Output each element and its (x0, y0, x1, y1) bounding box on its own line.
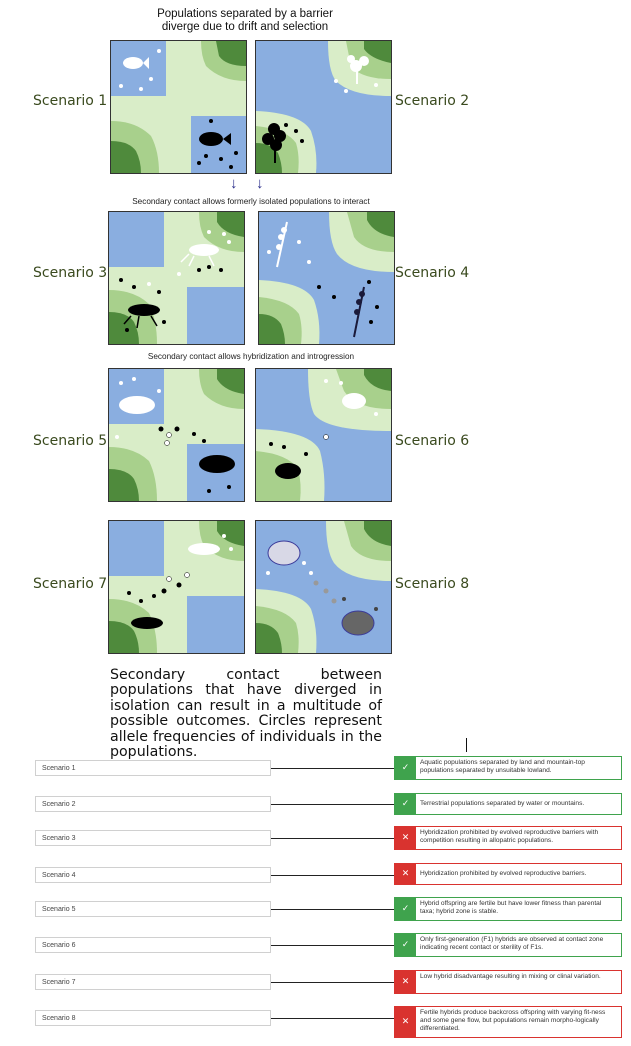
description-box[interactable] (394, 897, 622, 921)
scenario-2-panel (255, 40, 392, 174)
scenario-2-label: Scenario 2 (395, 93, 470, 109)
scenario-answer-box[interactable]: Scenario 5 (35, 901, 271, 917)
scenario-5-panel (108, 368, 245, 502)
description-box[interactable] (394, 933, 622, 957)
caption-hybridization: Secondary contact allows hybridization and introgression (147, 352, 355, 361)
match-connector-line (271, 1018, 396, 1019)
match-connector-line (271, 838, 396, 839)
description-text: Aquatic populations separated by land and mountain-top populations separated by unsuitable lowland. (420, 759, 585, 774)
scenario-1-panel (110, 40, 247, 174)
match-row (0, 974, 631, 1004)
description-text: Hybridization prohibited by evolved reproductive barriers with competition resulting in allopatric populations. (420, 829, 599, 844)
scenario-4-panel (258, 211, 395, 345)
description-box[interactable] (394, 793, 622, 815)
scenario-answer-box[interactable]: Scenario 6 (35, 937, 271, 953)
match-connector-line (271, 909, 396, 910)
down-arrow-icon: ↓ (256, 175, 264, 192)
down-arrow-icon: ↓ (230, 175, 238, 192)
scenario-5-illustration (109, 369, 244, 501)
figure-title-line1: Populations separated by a barrier (157, 8, 333, 20)
scenario-answer-box[interactable]: Scenario 1 (35, 760, 271, 776)
match-row (0, 830, 631, 860)
check-icon: ✓ (395, 898, 416, 920)
description-text: Terrestrial populations separated by water or mountains. (420, 800, 585, 807)
description-text: Low hybrid disadvantage resulting in mixing or clinal variation. (420, 973, 601, 980)
scenario-4-label: Scenario 4 (395, 265, 470, 281)
scenario-8-illustration (256, 521, 391, 653)
match-row (0, 937, 631, 967)
match-row (0, 760, 631, 790)
check-icon: ✓ (395, 757, 416, 779)
match-row (0, 796, 631, 826)
description-box[interactable] (394, 756, 622, 780)
scenario-answer-box[interactable]: Scenario 2 (35, 796, 271, 812)
description-box[interactable] (394, 863, 622, 885)
scenario-3-panel (108, 211, 245, 345)
text-cursor (466, 738, 467, 752)
scenario-answer-box[interactable]: Scenario 8 (35, 1010, 271, 1026)
match-connector-line (271, 768, 396, 769)
cross-icon: ✕ (395, 971, 416, 993)
cross-icon: ✕ (395, 1007, 416, 1037)
figure-title (110, 8, 380, 34)
scenario-7-panel (108, 520, 245, 654)
match-connector-line (271, 982, 396, 983)
figure-title-line2: diverge due to drift and selection (161, 21, 329, 33)
cross-icon: ✕ (395, 827, 416, 849)
description-text: Only first-generation (F1) hybrids are observed at contact zone indicating recent contact or sterility of F1s. (420, 936, 604, 951)
match-connector-line (271, 875, 396, 876)
scenario-7-label: Scenario 7 (33, 576, 108, 592)
scenario-7-illustration (109, 521, 244, 653)
scenario-1-label: Scenario 1 (33, 93, 108, 109)
scenario-8-panel (255, 520, 392, 654)
description-box[interactable] (394, 970, 622, 994)
match-row (0, 1010, 631, 1040)
scenario-3-label: Scenario 3 (33, 265, 108, 281)
intro-text: Secondary contact between populations that have diverged in isolation can result in a multitude of possible outcomes. Circles represent allele frequencies of individuals in the populations. (110, 667, 382, 761)
match-connector-line (271, 945, 396, 946)
scenario-2-illustration (256, 41, 391, 173)
check-icon: ✓ (395, 794, 416, 814)
description-text: Hybridization prohibited by evolved reproductive barriers. (420, 870, 587, 877)
description-text: Hybrid offspring are fertile but have lower fitness than parental taxa; hybrid zone is stable. (420, 900, 602, 915)
scenario-3-illustration (109, 212, 244, 344)
scenario-5-label: Scenario 5 (33, 433, 108, 449)
scenario-1-illustration (111, 41, 246, 173)
check-icon: ✓ (395, 934, 416, 956)
description-text: Fertile hybrids produce backcross offspring with varying fit-ness and some gene flow, but populations remain morpho-logically differentiated. (420, 1009, 606, 1032)
scenario-6-illustration (256, 369, 391, 501)
scenario-6-label: Scenario 6 (395, 433, 470, 449)
caption-secondary-contact: Secondary contact allows formerly isolated populations to interact (132, 197, 370, 206)
scenario-answer-box[interactable]: Scenario 7 (35, 974, 271, 990)
description-box[interactable] (394, 826, 622, 850)
description-box[interactable] (394, 1006, 622, 1038)
scenario-6-panel (255, 368, 392, 502)
cross-icon: ✕ (395, 864, 416, 884)
match-row (0, 867, 631, 897)
scenario-4-illustration (259, 212, 394, 344)
match-row (0, 901, 631, 931)
match-connector-line (271, 804, 396, 805)
scenario-8-label: Scenario 8 (395, 576, 470, 592)
scenario-answer-box[interactable]: Scenario 4 (35, 867, 271, 883)
scenario-answer-box[interactable]: Scenario 3 (35, 830, 271, 846)
